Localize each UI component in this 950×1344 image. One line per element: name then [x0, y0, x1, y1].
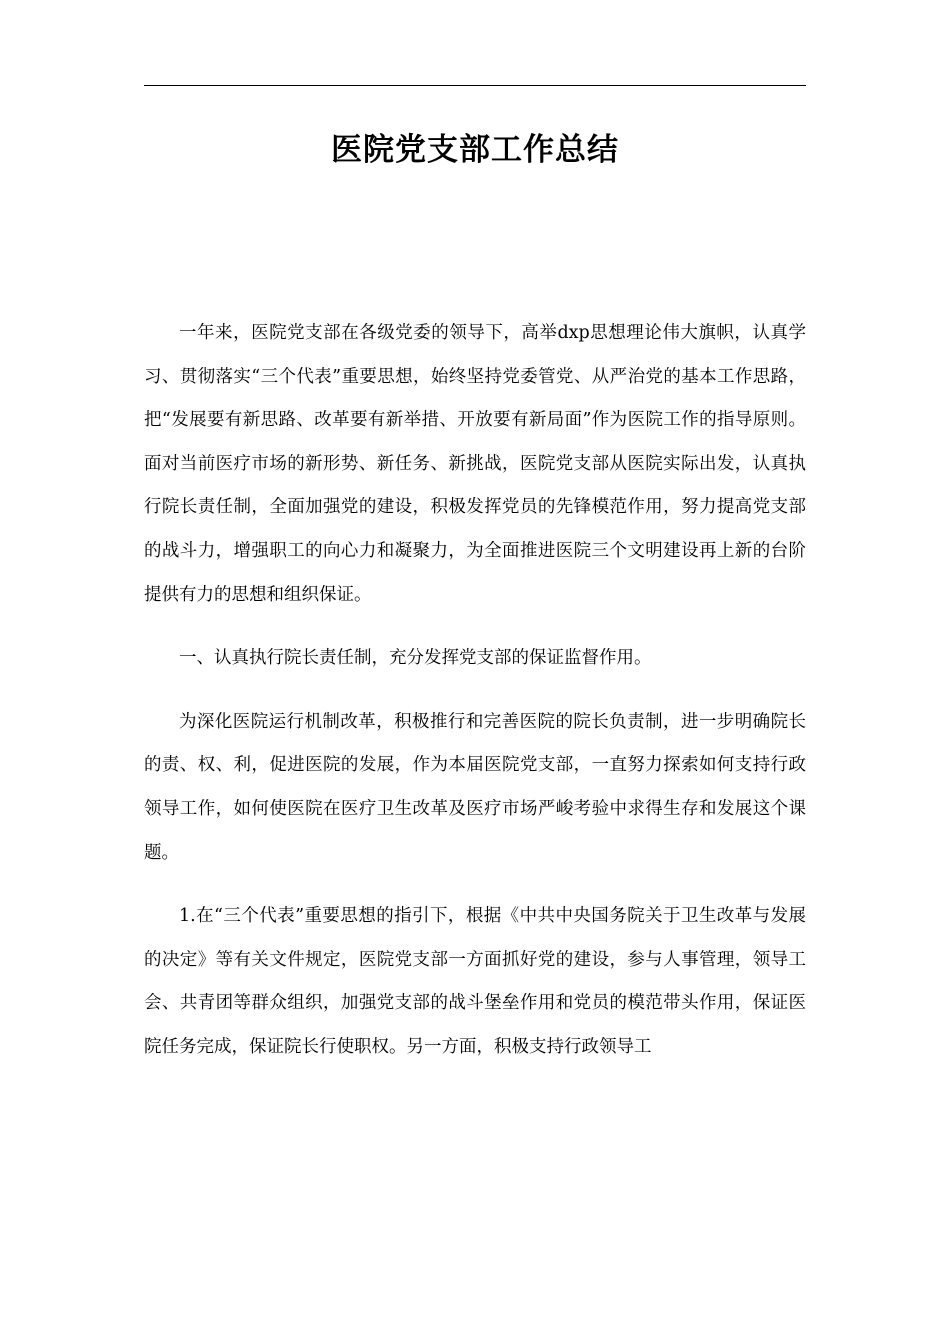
- paragraph-item-1: 1.在“三个代表”重要思想的指引下，根据《中共中央国务院关于卫生改革与发展的决定》等有关文件规定，医院党支部一方面抓好党的建设，参与人事管理，领导工会、共青团等群众组织，加强党支部的战斗堡垒作用和党员的模范带头作用，保证医院任务完成，保证院长行使职权。另一方面，积极支持行政领导工: [144, 906, 806, 1057]
- section-heading-1: 一、认真执行院长责任制，充分发挥党支部的保证监督作用。: [179, 648, 652, 669]
- paragraph-intro: 一年来，医院党支部在各级党委的领导下，高举dxp思想理论伟大旗帜，认真学习、贯彻落实“三个代表”重要思想，始终坚持党委管党、从严治党的基本工作思路，把“发展要有新思路、改革要有新举措、开放要有新局面”作为医院工作的指导原则。面对当前医疗市场的新形势、新任务、新挑战，医院党支部从医院实际出发，认真执行院长责任制，全面加强党的建设，积极发挥党员的先锋模范作用，努力提高党支部的战斗力，增强职工的向心力和凝聚力，为全面推进医院三个文明建设再上新的台阶提供有力的思想和组织保证。: [144, 323, 806, 605]
- document-title: 医院党支部工作总结: [331, 132, 619, 168]
- header-rule: [144, 85, 806, 86]
- document-body: [144, 312, 806, 1090]
- paragraph-section-1: 为深化医院运行机制改革，积极推行和完善医院的院长负责制，进一步明确院长的责、权、利，促进医院的发展，作为本届医院党支部，一直努力探索如何支持行政领导工作，如何使医院在医疗卫生改革及医疗市场严峻考验中求得生存和发展这个课题。: [144, 711, 806, 863]
